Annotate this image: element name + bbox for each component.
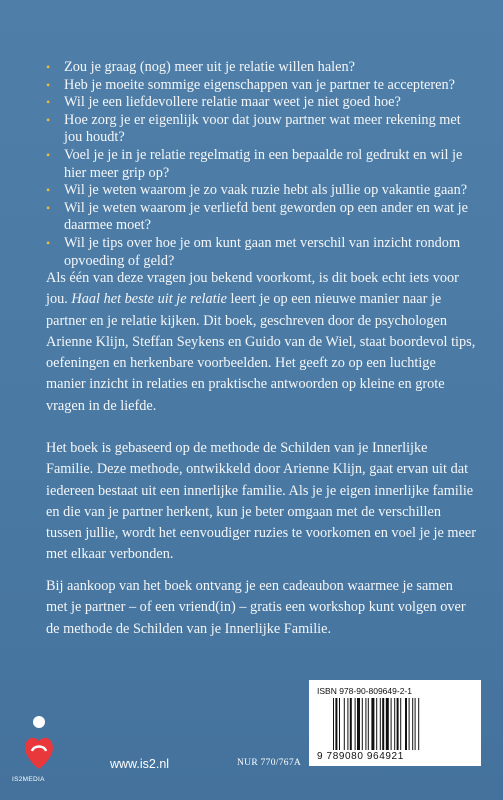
question-text: Wil je tips over hoe je om kunt gaan met verschil van inzicht rondom opvoeding of geld? (64, 234, 461, 269)
bullet-icon: • (46, 77, 51, 92)
question-text: Wil je weten waarom je zo vaak ruzie hebt als jullie op vakantie gaan? (64, 182, 468, 199)
intro-paragraph (46, 268, 476, 417)
bullet-icon: • (46, 235, 51, 250)
question-item (46, 235, 476, 270)
question-item (46, 200, 476, 235)
publisher-logo-text: IS2MEDIA (12, 776, 45, 783)
bullet-icon: • (46, 95, 51, 110)
book-title-inline: Haal het beste uit je relatie (71, 291, 227, 308)
question-item (46, 77, 476, 95)
barcode-panel (309, 680, 481, 766)
bullet-icon: • (46, 200, 51, 215)
question-text: Hoe zorg je er eigenlijk voor dat jouw partner wat meer rekening met jou houdt? (64, 111, 461, 146)
question-item (46, 112, 476, 147)
question-list (46, 59, 476, 270)
nur-code: NUR 770/767A (237, 758, 302, 768)
barcode-icon (333, 698, 468, 750)
bullet-icon: • (46, 112, 51, 127)
intro-text-start: Als één van deze vragen jou bekend voorkomt, is dit boek echt iets voor jou. (46, 270, 459, 308)
question-text: Zou je graag (nog) meer uit je relatie willen halen? (64, 59, 355, 75)
bullet-icon: • (46, 147, 51, 162)
question-text: Voel je je in je relatie regelmatig in een bepaalde rol gedrukt en wil je hier meer grip op? (64, 146, 463, 181)
publisher-logo-icon (20, 715, 58, 777)
question-text: Wil je weten waarom je verliefd bent geworden op een ander en wat je daarmee moet? (64, 199, 468, 234)
barcode-number: 9 789080 964921 (317, 751, 404, 762)
intro-text-end: leert je op een nieuwe manier naar je partner en je relatie kijken. Dit boek, geschreven door de psychologen Arienne Klijn, Steffan Seykens en Guido van de Wiel, staat boordevol tips, oefeningen en herkenbare voorbeelden. Het geeft zo op een luchtige manier inzicht in relaties en praktische antwoorden op kleine en grote vragen in de liefde. (46, 291, 476, 414)
question-item (46, 182, 476, 200)
question-text: Wil je een liefdevollere relatie maar weet je niet goed hoe? (64, 94, 401, 111)
question-text: Heb je moeite sommige eigenschappen van je partner te accepteren? (64, 76, 455, 93)
isbn-label: ISBN 978-90-809649-2-1 (317, 686, 412, 696)
question-item (46, 147, 476, 182)
question-item (46, 59, 476, 77)
gift-paragraph: Bij aankoop van het boek ontvang je een cadeaubon waarmee je samen met je partner – of een vriend(in) – gratis een workshop kunt volgen over de methode de Schilden van je Innerlijke Familie. (46, 578, 466, 637)
method-paragraph: Het boek is gebaseerd op de methode de Schilden van je Innerlijke Familie. Deze methode, ontwikkeld door Arienne Klijn, gaat ervan uit dat iedereen bestaat uit een innerlijke familie. Als je je eigen innerlijke familie en die van je partner herkent, kun je beter omgaan met de verschillen tussen jullie, wordt het eenvoudiger ruzies te voorkomen en voel je je meer met elkaar verbonden. (46, 440, 476, 563)
question-item (46, 94, 476, 112)
bullet-icon: • (46, 183, 51, 198)
publisher-website: www.is2.nl (110, 757, 170, 771)
bullet-icon: • (46, 60, 51, 74)
